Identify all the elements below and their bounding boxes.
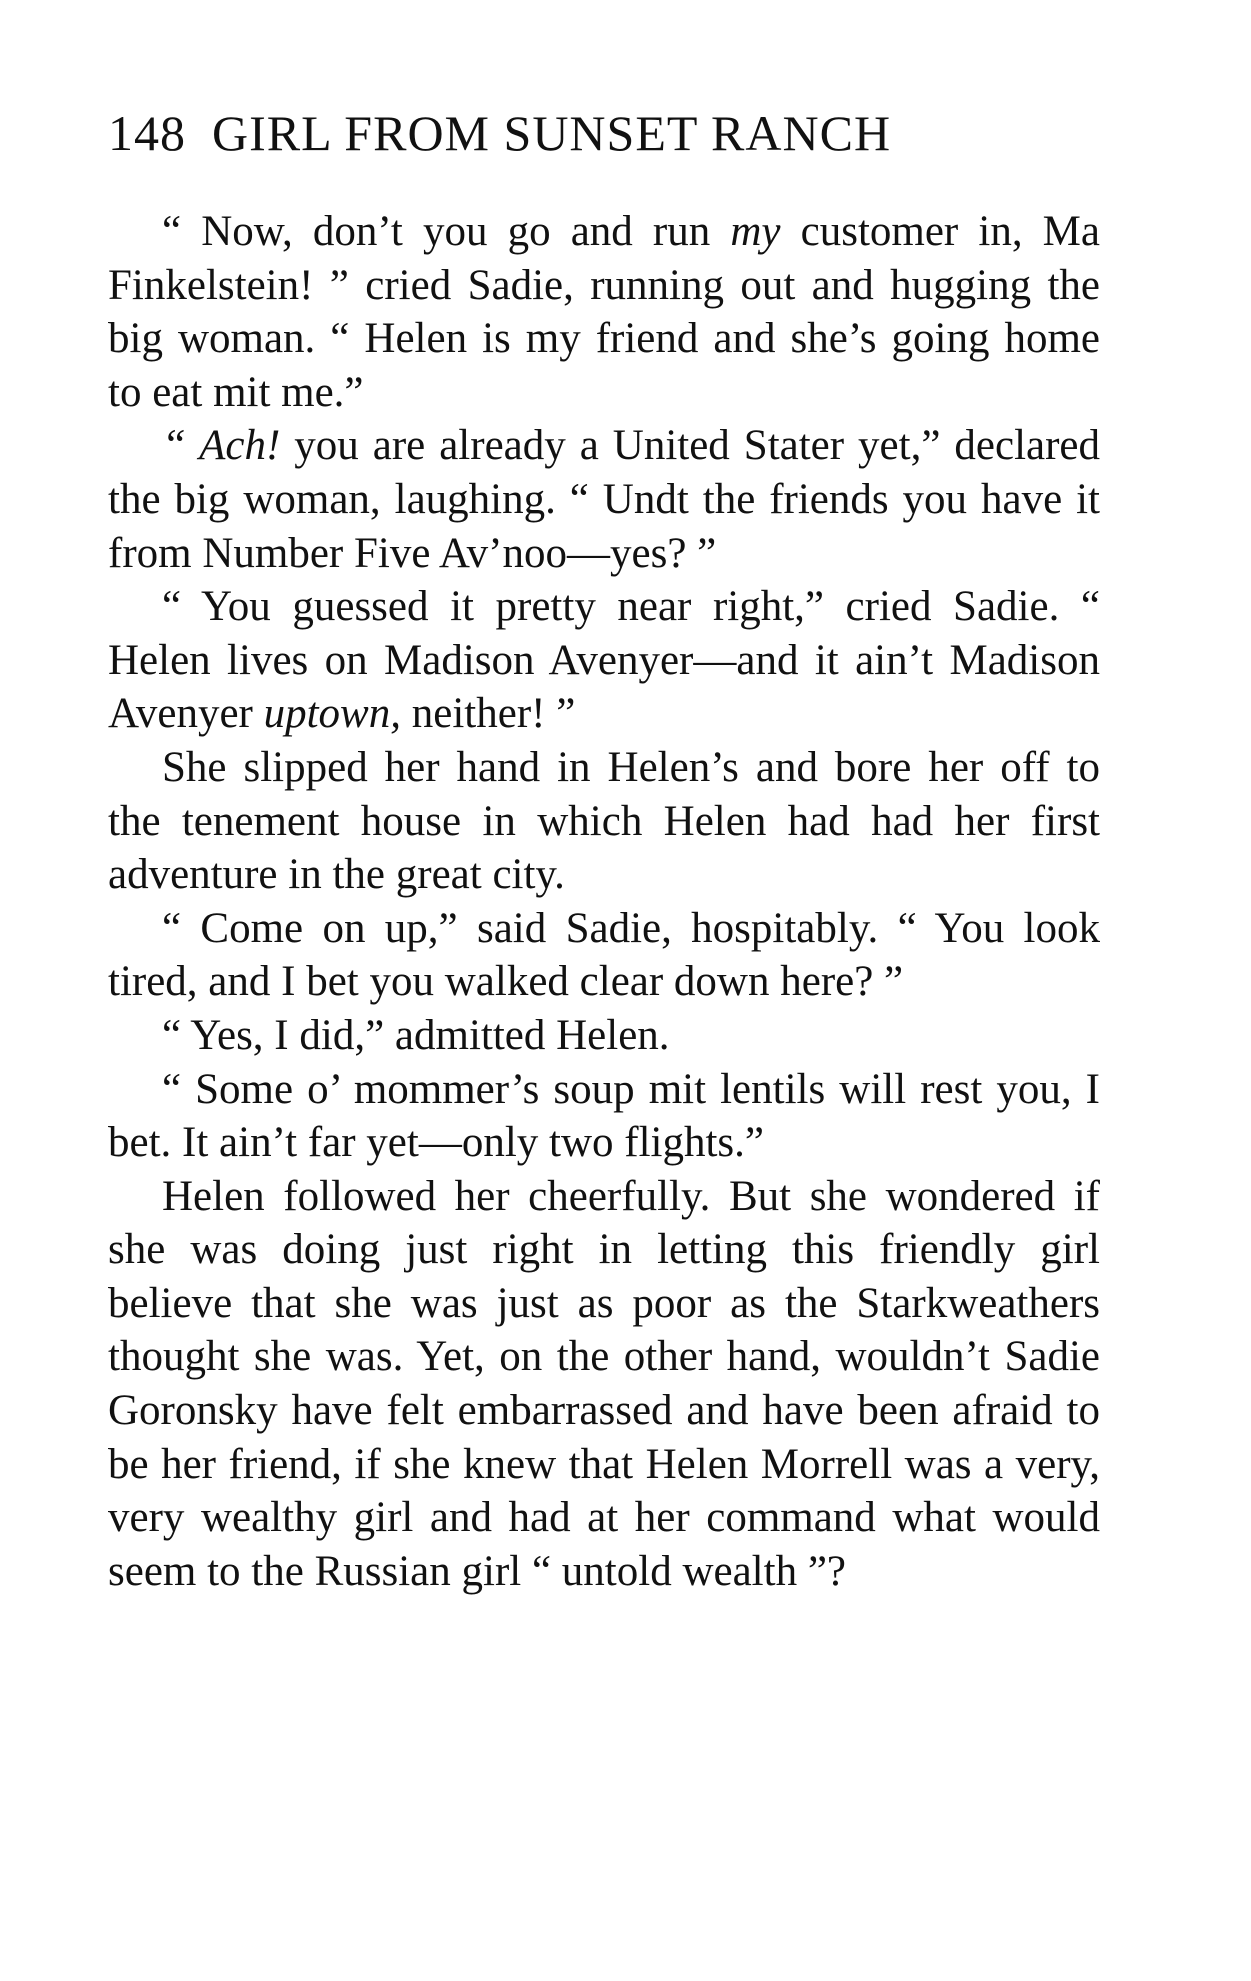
paragraph [108,1170,1100,1599]
italic-text: uptown, [263,690,401,738]
text-run: “ Yes, I did,” admitted Helen. [162,1011,670,1059]
text-run: “ You guessed it pretty near right,” cried Sadie. “ Helen lives on Madison Avenyer—and it ain’t Madison Avenyer [108,583,1100,738]
text-run: She slipped her hand in Helen’s and bore her off to the tenement house in which Helen had had her first adventure in the great city. [108,743,1100,899]
italic-text: “ Ach! [162,422,281,470]
text-run: neither! ” [401,690,576,738]
text-run: you are already a United Stater yet,” declared the big woman, laughing. “ Undt the friends you have it from Number Five Av’noo—yes? ” [108,422,1101,577]
text-run: “ Some o’ mommer’s soup mit lentils will rest you, I bet. It ain’t far yet—only two flights.” [108,1065,1100,1167]
paragraph [108,902,1100,1009]
running-header [108,98,1108,168]
text-run: Helen followed her cheerfully. But she wondered if she was doing just right in letting this friendly girl believe that she was just as poor as the Starkweathers thought she was. Yet, on the other hand, wouldn’t Sadie Goronsky have felt embarrassed and have been afraid to be her friend, if she knew that Helen Morrell was a very, very wealthy girl and had at her command what would seem to the Russian girl “ untold wealth ”? [108,1172,1100,1595]
page-number: 148 [108,105,186,161]
paragraph [108,580,1100,741]
text-run: “ Come on up,” said Sadie, hospitably. “ You look tired, and I bet you walked clear down here? ” [108,904,1100,1006]
paragraph [108,1009,1100,1063]
italic-text: my [730,208,781,255]
paragraph [108,205,1100,419]
text-run: customer in, Ma Finkelstein! ” cried Sadie, running out and hugging the big woman. “ Helen is my friend and she’s going home to eat mit me.” [108,208,1101,416]
text-run: “ Now, don’t you go and run [162,208,731,255]
paragraph [108,1063,1100,1170]
paragraph [108,419,1100,580]
paragraph [108,741,1100,902]
running-title: GIRL FROM SUNSET RANCH [212,105,892,161]
body-text [108,205,1100,1598]
